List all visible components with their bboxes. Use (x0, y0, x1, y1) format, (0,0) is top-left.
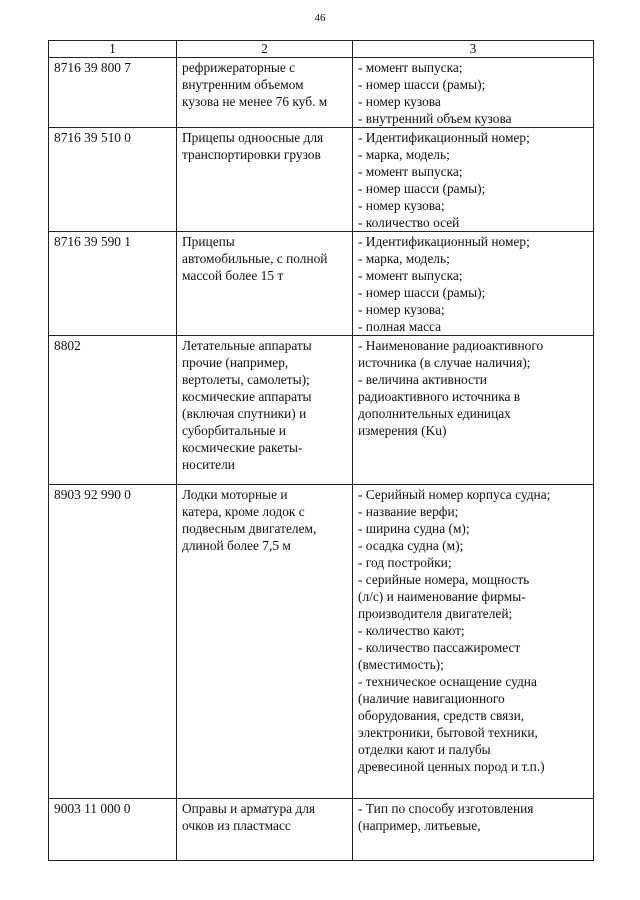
requirements-cell (353, 128, 594, 232)
table-row (49, 128, 594, 232)
table-row (49, 485, 594, 799)
requirement-line: - Наименование радиоактивного (358, 338, 544, 353)
description-line: кузова не менее 76 куб. м (182, 94, 328, 109)
code-text: 8802 (54, 338, 81, 353)
description-line: внутренним объемом (182, 77, 304, 92)
requirement-line: - номер кузова; (358, 302, 445, 317)
description-line: Летательные аппараты (182, 338, 312, 353)
requirement-line: - год постройки; (358, 555, 452, 570)
requirement-line: - Идентификационный номер; (358, 130, 530, 145)
table-row (49, 799, 594, 861)
requirement-line: оборудования, средств связи, (358, 708, 525, 723)
requirements-cell (353, 58, 594, 128)
description-line: космические аппараты (182, 389, 312, 404)
requirement-line: - номер кузова; (358, 198, 445, 213)
description-line: транспортировки грузов (182, 147, 321, 162)
requirement-line: - величина активности (358, 372, 487, 387)
description-cell (177, 58, 353, 128)
table-row (49, 58, 594, 128)
description-cell (177, 799, 353, 861)
requirement-line: (наличие навигационного (358, 691, 505, 706)
description-line: суборбитальные и (182, 423, 286, 438)
description-line: массой более 15 т (182, 268, 284, 283)
table-row (49, 232, 594, 336)
description-line: Оправы и арматура для (182, 801, 316, 816)
description-line: рефрижераторные с (182, 60, 296, 75)
code-cell (49, 58, 177, 128)
code-cell (49, 799, 177, 861)
code-cell (49, 336, 177, 485)
column-header-1: 1 (49, 41, 177, 58)
requirement-line: - момент выпуска; (358, 164, 463, 179)
code-text: 9003 11 000 0 (54, 801, 131, 816)
customs-table (48, 40, 594, 861)
page-number: 46 (314, 12, 326, 24)
requirement-line: - количество кают; (358, 623, 465, 638)
requirement-line: источника (в случае наличия); (358, 355, 531, 370)
code-cell (49, 232, 177, 336)
requirement-line: - серийные номера, мощность (358, 572, 530, 587)
code-text: 8716 39 510 0 (54, 130, 131, 145)
code-cell (49, 128, 177, 232)
requirement-line: - осадка судна (м); (358, 538, 464, 553)
description-cell (177, 232, 353, 336)
description-line: (включая спутники) и (182, 406, 307, 421)
requirement-line: - ширина судна (м); (358, 521, 470, 536)
table-row (49, 336, 594, 485)
description-line: Прицепы одноосные для (182, 130, 324, 145)
column-header-3: 3 (353, 41, 594, 58)
requirement-line: - Тип по способу изготовления (358, 801, 534, 816)
column-header-2: 2 (177, 41, 353, 58)
requirement-line: - марка, модель; (358, 251, 450, 266)
requirement-line: - момент выпуска; (358, 60, 463, 75)
requirements-cell (353, 799, 594, 861)
description-line: длиной более 7,5 м (182, 538, 291, 553)
description-line: автомобильные, с полной (182, 251, 328, 266)
requirement-line: - момент выпуска; (358, 268, 463, 283)
requirement-line: - номер шасси (рамы); (358, 181, 486, 196)
code-cell (49, 485, 177, 799)
requirement-line: измерения (Ku) (358, 423, 447, 438)
requirement-line: - количество пассажиромест (358, 640, 521, 655)
description-line: Лодки моторные и (182, 487, 288, 502)
description-cell (177, 128, 353, 232)
requirements-cell (353, 485, 594, 799)
table-header-row (49, 41, 594, 58)
requirement-line: (например, литьевые, (358, 818, 481, 833)
requirement-line: - полная масса (358, 319, 442, 334)
requirement-line: - название верфи; (358, 504, 459, 519)
description-line: очков из пластмасс (182, 818, 291, 833)
description-line: вертолеты, самолеты); (182, 372, 310, 387)
description-line: космические ракеты- (182, 440, 303, 455)
description-cell (177, 336, 353, 485)
requirement-line: электроники, бытовой техники, (358, 725, 538, 740)
requirement-line: дополнительных единицах (358, 406, 511, 421)
requirement-line: - номер шасси (рамы); (358, 77, 486, 92)
requirement-line: - номер кузова (358, 94, 441, 109)
requirement-line: - Серийный номер корпуса судна; (358, 487, 551, 502)
description-line: катера, кроме лодок с (182, 504, 305, 519)
code-text: 8716 39 800 7 (54, 60, 131, 75)
description-line: Прицепы (182, 234, 235, 249)
code-text: 8716 39 590 1 (54, 234, 131, 249)
requirement-line: древесиной ценных пород и т.п.) (358, 759, 545, 774)
requirements-cell (353, 232, 594, 336)
requirement-line: радиоактивного источника в (358, 389, 521, 404)
requirement-line: - внутренний объем кузова (358, 111, 512, 126)
requirement-line: - количество осей (358, 215, 460, 230)
description-line: подвесным двигателем, (182, 521, 317, 536)
description-line: носители (182, 457, 235, 472)
requirement-line: отделки кают и палубы (358, 742, 491, 757)
requirements-cell (353, 336, 594, 485)
description-cell (177, 485, 353, 799)
requirement-line: - номер шасси (рамы); (358, 285, 486, 300)
requirement-line: (л/с) и наименование фирмы- (358, 589, 526, 604)
requirement-line: - марка, модель; (358, 147, 450, 162)
code-text: 8903 92 990 0 (54, 487, 131, 502)
requirement-line: (вместимость); (358, 657, 444, 672)
requirement-line: - Идентификационный номер; (358, 234, 530, 249)
requirement-line: - техническое оснащение судна (358, 674, 537, 689)
description-line: прочие (например, (182, 355, 289, 370)
requirement-line: производителя двигателей; (358, 606, 513, 621)
